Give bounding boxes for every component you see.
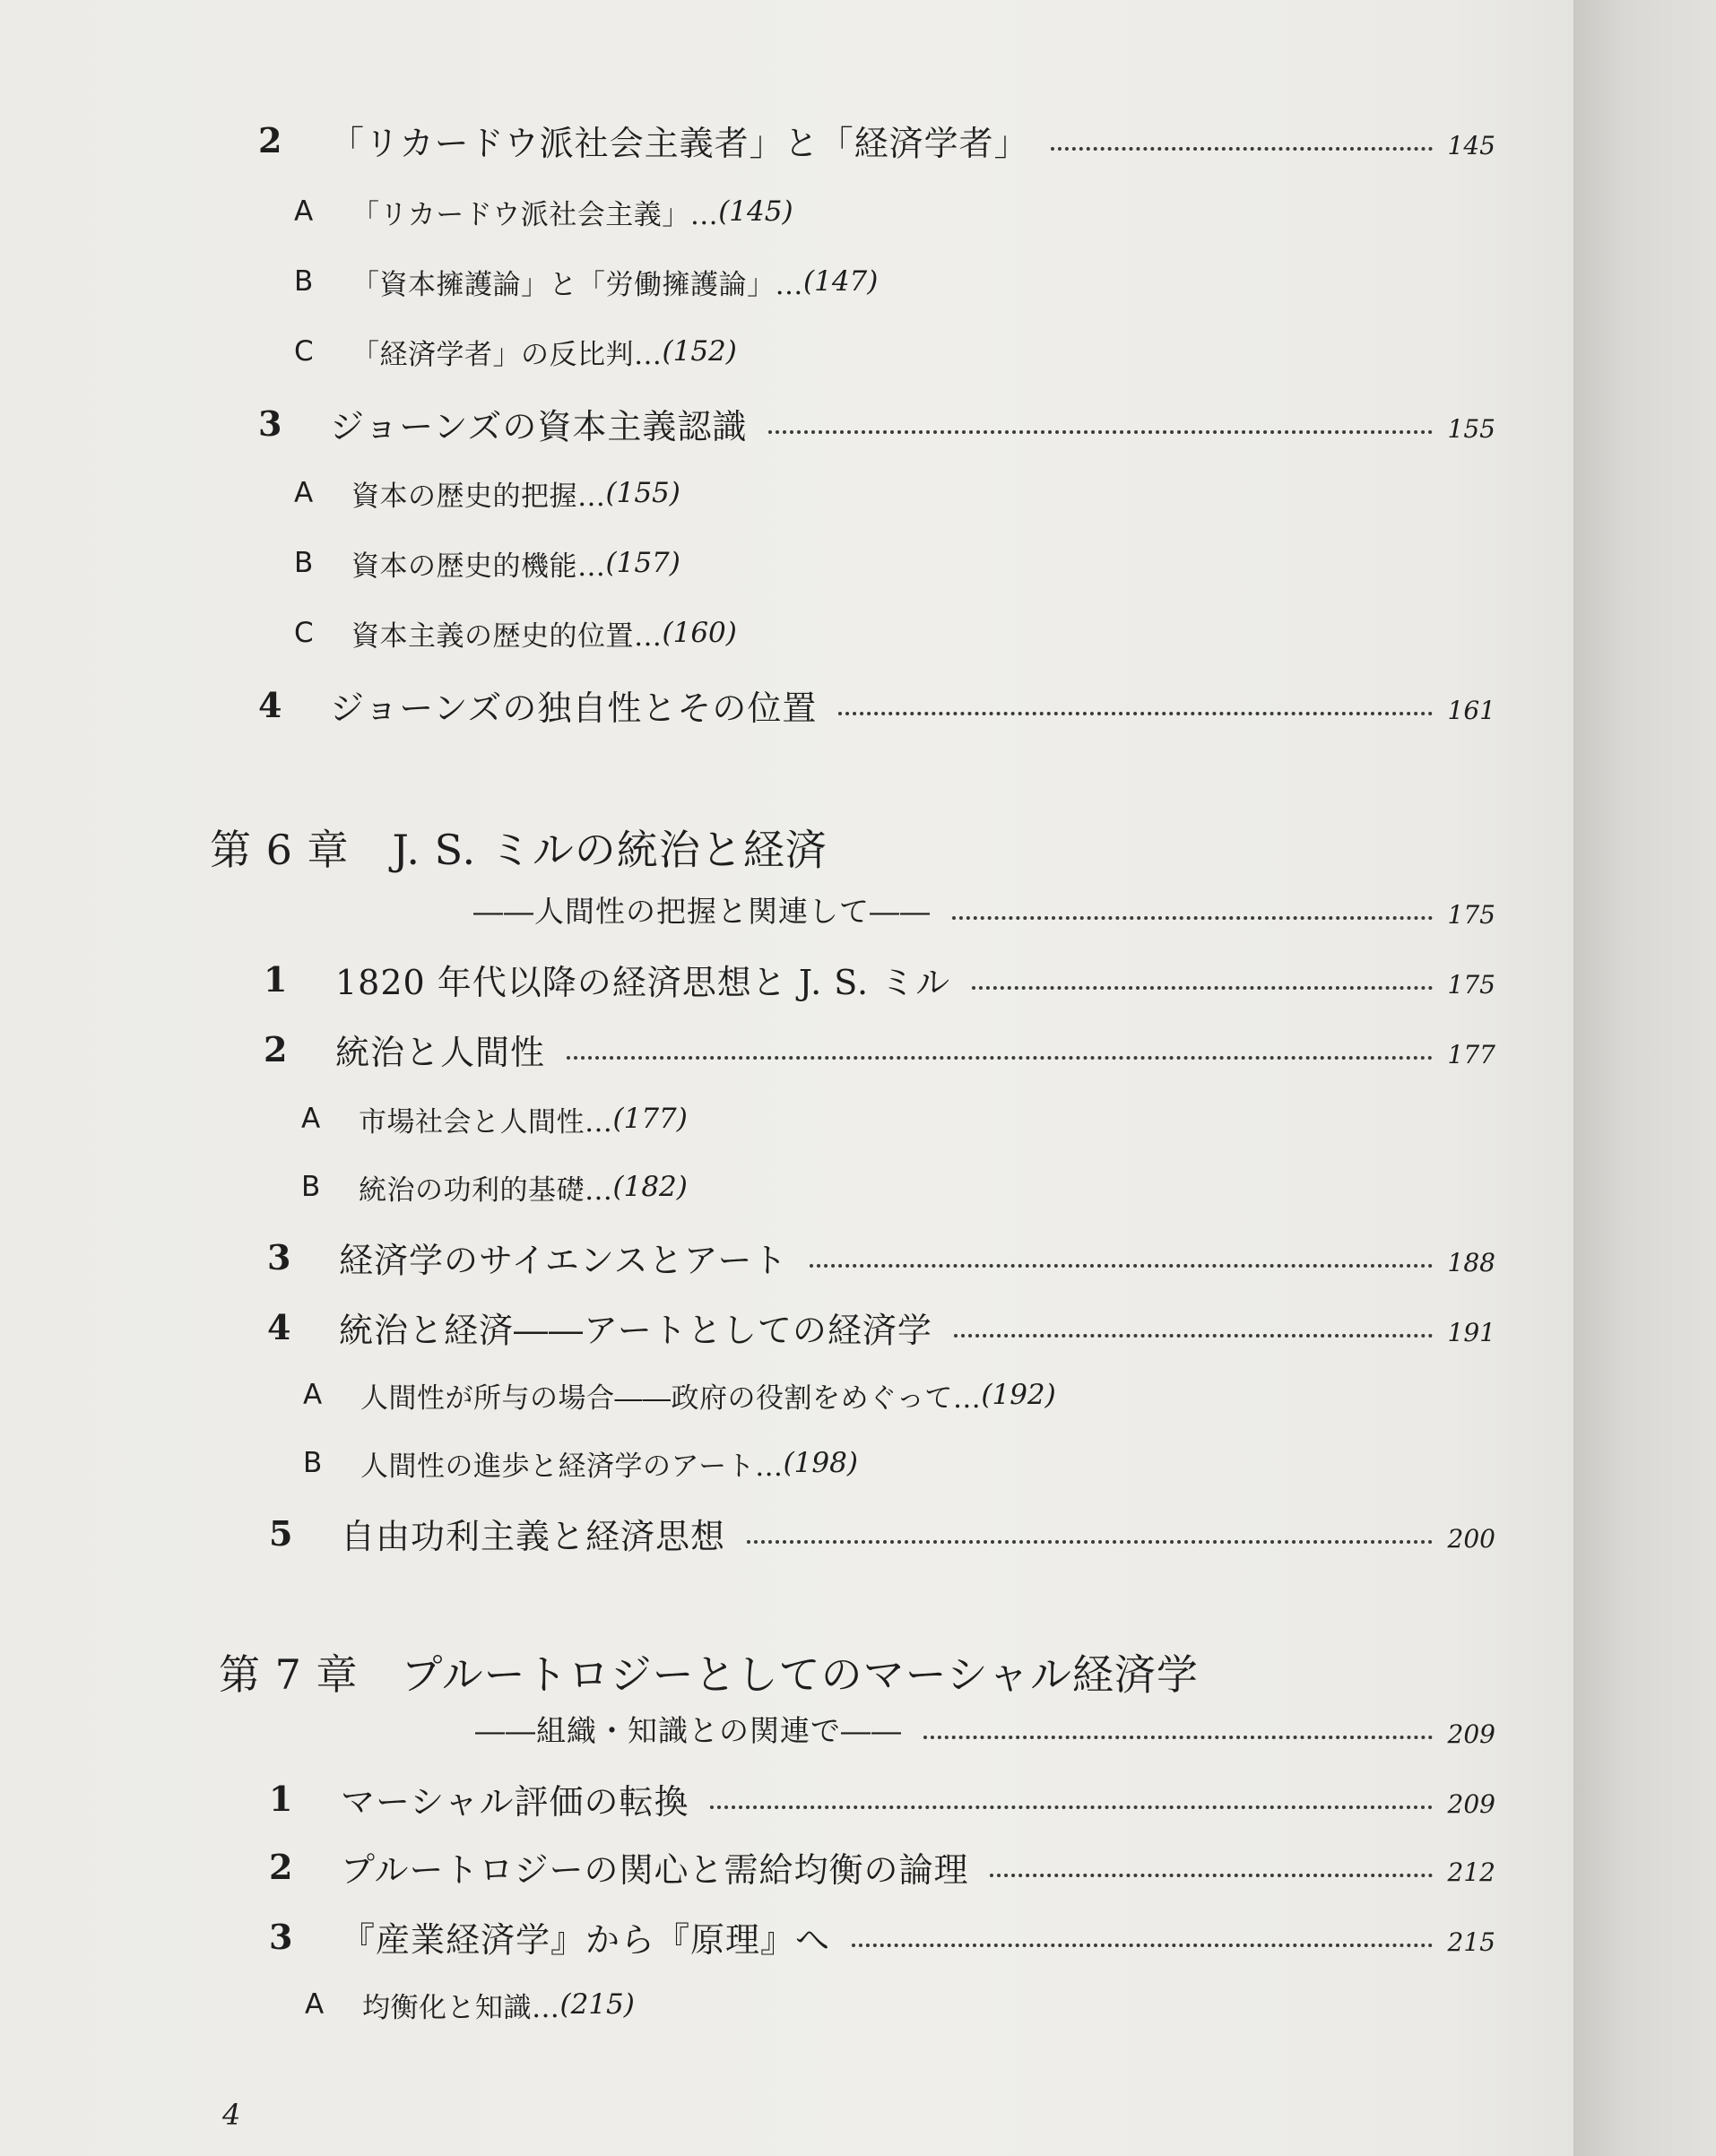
- page-gutter-shadow: [1573, 0, 1716, 2156]
- subsection-title: 資本主義の歴史的位置…: [351, 619, 663, 653]
- section-title: 1820 年代以降の経済思想と J. S. ミル: [335, 962, 951, 1002]
- subsection-title: 「リカードウ派社会主義」…: [351, 198, 719, 231]
- dot-leader: [810, 1260, 1433, 1268]
- subsection-title: 資本の歴史的把握…: [351, 480, 606, 513]
- toc-subsection-entry: [294, 185, 793, 238]
- dot-leader: [768, 427, 1433, 434]
- subsection-title: 市場社会と人間性…: [359, 1105, 613, 1139]
- subsection-letter: A: [305, 1988, 325, 2021]
- page-number: 191: [1447, 1317, 1495, 1347]
- toc-section-entry: [269, 1909, 1495, 1963]
- subsection-title: 「資本擁護論」と「労働擁護論」…: [351, 268, 803, 301]
- dot-leader: [1051, 143, 1433, 151]
- dot-leader: [838, 708, 1433, 715]
- dot-leader: [852, 1940, 1433, 1947]
- subsection-letter: B: [294, 265, 314, 298]
- chapter-subtitle-entry: [473, 882, 1495, 936]
- section-title: ジョーンズの資本主義認識: [330, 406, 748, 446]
- toc-section-entry: [269, 1840, 1495, 1893]
- toc-section-entry: [269, 1771, 1495, 1825]
- dot-leader: [747, 1537, 1433, 1544]
- toc-subsection-entry: [294, 466, 680, 520]
- dot-leader: [954, 1330, 1433, 1338]
- subsection-page: (215): [559, 1988, 635, 2021]
- toc-section-entry: [269, 1506, 1495, 1560]
- section-number: 5: [269, 1512, 293, 1554]
- section-number: 3: [267, 1236, 291, 1277]
- subsection-title: 資本の歴史的機能…: [351, 550, 606, 583]
- section-title: マーシャル評価の転換: [341, 1781, 689, 1822]
- chapter-title: プルートロジーとしてのマーシャル経済学: [401, 1650, 1199, 1699]
- chapter-subtitle: ――人間性の把握と関連して――: [473, 893, 931, 929]
- toc-section-entry: [267, 1230, 1495, 1284]
- section-number: 4: [267, 1306, 291, 1347]
- subsection-letter: B: [301, 1171, 321, 1203]
- subsection-letter: C: [294, 335, 314, 368]
- toc-subsection-entry: [301, 1160, 688, 1214]
- page-number: 212: [1447, 1857, 1495, 1887]
- subsection-page: (160): [662, 617, 737, 649]
- subsection-page: (198): [783, 1447, 858, 1479]
- section-title: 自由功利主義と経済思想: [341, 1516, 726, 1556]
- subsection-letter: B: [294, 547, 314, 579]
- page-number: 155: [1447, 413, 1495, 444]
- section-title: プルートロジーの関心と需給均衡の論理: [341, 1849, 969, 1890]
- page-number: 175: [1447, 969, 1495, 1000]
- section-title: 『産業経済学』から『原理』へ: [341, 1919, 831, 1960]
- toc-subsection-entry: [305, 1978, 635, 2031]
- chapter-subtitle-entry: [475, 1701, 1495, 1755]
- page-number: 145: [1447, 130, 1495, 160]
- page-number: 175: [1447, 899, 1495, 930]
- subsection-page: (155): [605, 477, 680, 509]
- subsection-page: (182): [612, 1171, 688, 1203]
- toc-section-entry: [258, 113, 1495, 167]
- chapter-number: 第 7 章: [219, 1650, 359, 1699]
- chapter-subtitle: ――組織・知識との関連で――: [475, 1712, 902, 1748]
- subsection-page: (147): [803, 265, 879, 298]
- section-title: 経済学のサイエンスとアート: [339, 1240, 788, 1280]
- toc-subsection-entry: [294, 325, 737, 378]
- subsection-letter: C: [294, 617, 314, 649]
- section-number: 2: [264, 1028, 288, 1069]
- subsection-page: (152): [662, 335, 737, 368]
- toc-section-entry: [264, 1022, 1495, 1076]
- section-title: ジョーンズの独自性とその位置: [330, 688, 818, 728]
- toc-subsection-entry: [303, 1368, 1056, 1422]
- page-number: 215: [1447, 1927, 1495, 1957]
- section-number: 3: [269, 1916, 293, 1957]
- toc-subsection-entry: [294, 255, 878, 308]
- toc-section-entry: [264, 952, 1495, 1006]
- page-folio: 4: [222, 2098, 241, 2132]
- dot-leader: [923, 1732, 1433, 1739]
- subsection-page: (145): [718, 195, 793, 228]
- page-number: 177: [1447, 1039, 1495, 1069]
- chapter-number: 第 6 章: [210, 826, 350, 874]
- toc-subsection-entry: [301, 1092, 688, 1146]
- subsection-page: (192): [981, 1379, 1056, 1411]
- dot-leader: [972, 983, 1433, 990]
- section-title: 統治と人間性: [335, 1032, 546, 1072]
- subsection-title: 人間性の進歩と経済学のアート…: [360, 1450, 784, 1483]
- dot-leader: [952, 913, 1433, 920]
- dot-leader: [710, 1802, 1433, 1809]
- subsection-title: 「経済学者」の反比判…: [351, 338, 663, 371]
- section-number: 1: [264, 958, 288, 1000]
- section-number: 4: [258, 684, 282, 725]
- chapter-title: J. S. ミルの統治と経済: [392, 826, 828, 874]
- toc-section-entry: [258, 396, 1495, 450]
- page-number: 188: [1447, 1247, 1495, 1277]
- section-title: 統治と経済――アートとしての経済学: [339, 1310, 932, 1350]
- dot-leader: [567, 1052, 1433, 1060]
- page-number: 200: [1447, 1523, 1495, 1554]
- section-number: 2: [269, 1846, 293, 1887]
- subsection-letter: A: [294, 195, 314, 228]
- chapter-heading: [219, 1642, 1199, 1701]
- subsection-title: 統治の功利的基礎…: [359, 1173, 613, 1207]
- subsection-letter: B: [303, 1447, 323, 1479]
- toc-section-entry: [267, 1300, 1495, 1354]
- subsection-page: (157): [605, 547, 680, 579]
- section-number: 3: [258, 403, 282, 444]
- subsection-page: (177): [612, 1103, 688, 1135]
- page-number: 209: [1447, 1719, 1495, 1749]
- section-number: 2: [258, 119, 282, 160]
- subsection-title: 均衡化と知識…: [362, 1991, 560, 2024]
- subsection-letter: A: [301, 1103, 321, 1135]
- toc-subsection-entry: [294, 606, 737, 660]
- dot-leader: [990, 1870, 1433, 1877]
- toc-subsection-entry: [303, 1436, 858, 1490]
- section-number: 1: [269, 1778, 293, 1819]
- toc-subsection-entry: [294, 536, 680, 590]
- subsection-letter: A: [294, 477, 314, 509]
- page-number: 209: [1447, 1788, 1495, 1819]
- page-number: 161: [1447, 695, 1495, 725]
- subsection-letter: A: [303, 1379, 323, 1411]
- section-title: 「リカードウ派社会主義者」と「経済学者」: [330, 123, 1029, 163]
- toc-section-entry: [258, 678, 1495, 732]
- subsection-title: 人間性が所与の場合――政府の役割をめぐって…: [360, 1381, 982, 1415]
- chapter-heading: [210, 818, 828, 877]
